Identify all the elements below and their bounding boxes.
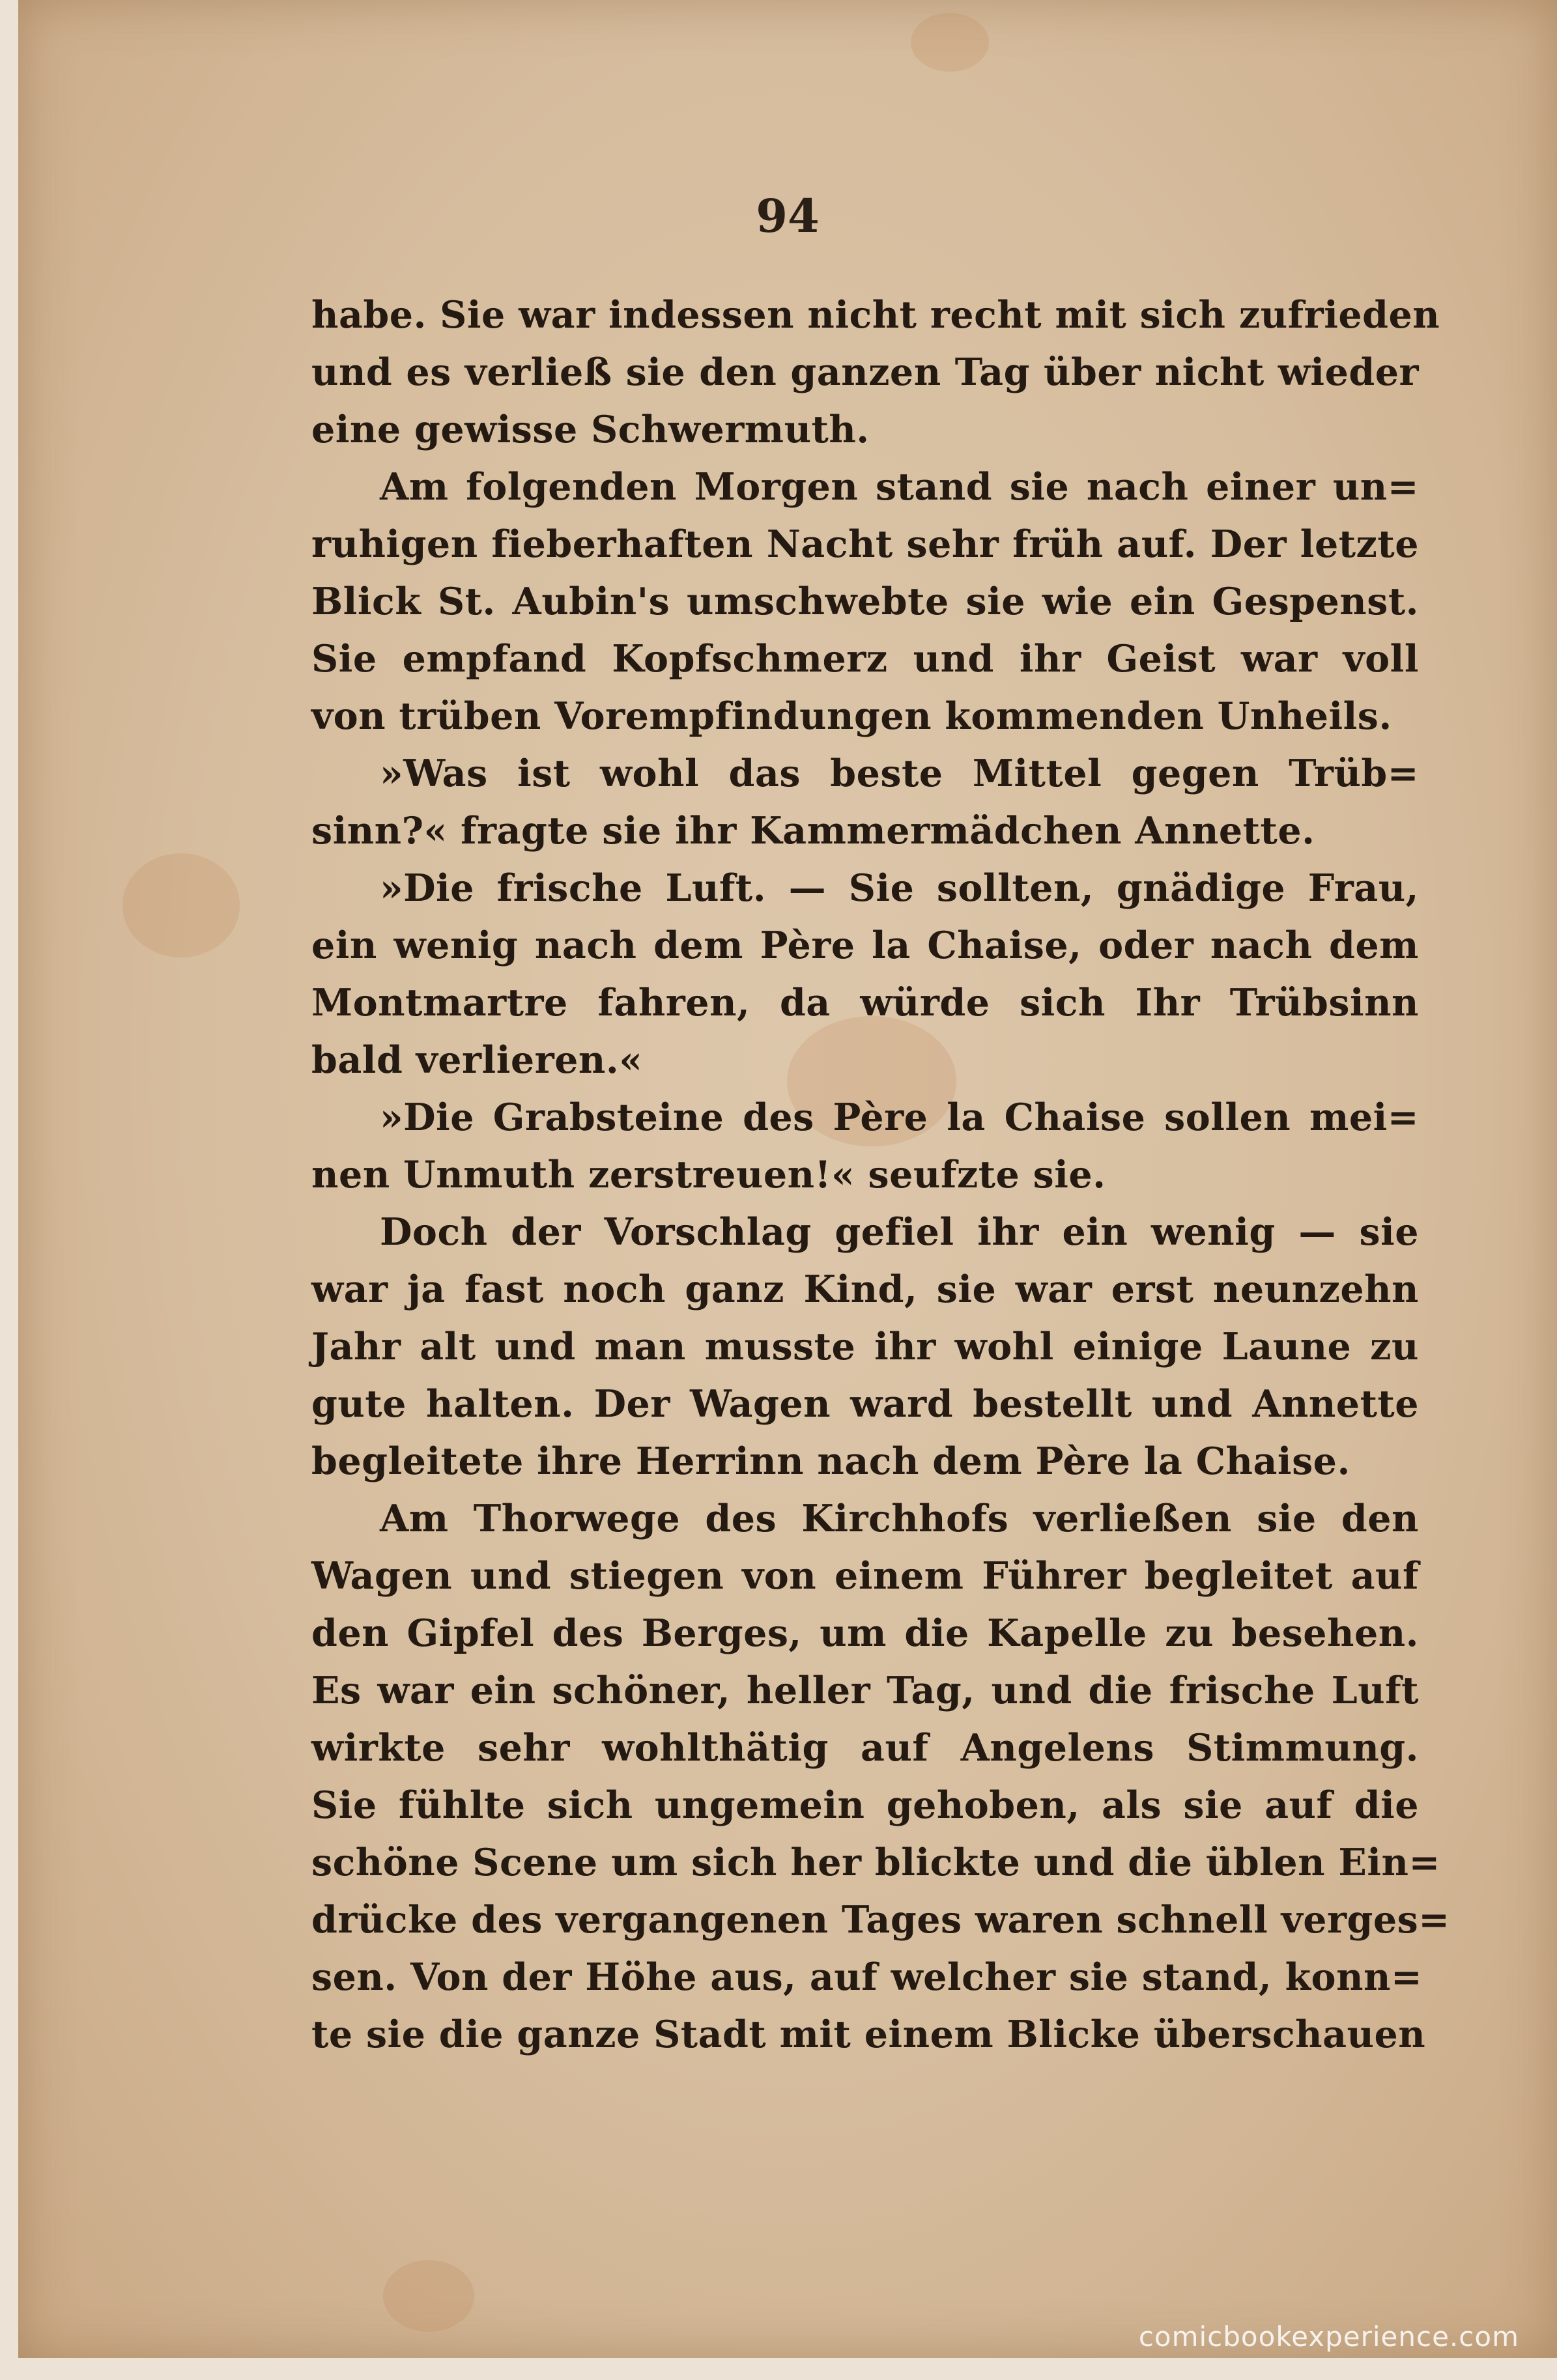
- text-line: von trüben Vorempfindungen kommenden Unheils.: [311, 694, 1392, 738]
- text-line: »Die Grabsteine des Père la Chaise sollen mei=: [380, 1096, 1419, 1139]
- text-line: habe. Sie war indessen nicht recht mit sich zufrieden: [311, 293, 1440, 337]
- text-line: ein wenig nach dem Père la Chaise, oder nach dem: [311, 924, 1419, 967]
- text-line: und es verließ sie den ganzen Tag über nicht wieder: [311, 350, 1419, 394]
- text-line: ruhigen fieberhaften Nacht sehr früh auf. Der letzte: [311, 522, 1419, 566]
- body-text: [311, 287, 1450, 2063]
- paper-stain: [383, 2260, 474, 2332]
- paper-stain: [122, 853, 240, 957]
- text-line: eine gewisse Schwermuth.: [311, 408, 870, 451]
- text-line: sen. Von der Höhe aus, auf welcher sie stand, konn=: [311, 1955, 1423, 1999]
- text-line: Sie fühlte sich ungemein gehoben, als sie auf die: [311, 1783, 1419, 1827]
- text-line: begleitete ihre Herrinn nach dem Père la Chaise.: [311, 1439, 1350, 1483]
- text-line: Sie empfand Kopfschmerz und ihr Geist war voll: [311, 637, 1419, 681]
- text-line: war ja fast noch ganz Kind, sie war erst neunzehn: [311, 1268, 1419, 1311]
- text-line: Doch der Vorschlag gefiel ihr ein wenig — sie: [380, 1210, 1419, 1254]
- book-page: [18, 0, 1557, 2358]
- watermark: comicbookexperience.com: [1138, 2321, 1519, 2353]
- paper-stain: [911, 13, 989, 72]
- text-line: Jahr alt und man musste ihr wohl einige Laune zu: [311, 1325, 1419, 1368]
- text-line: sinn?« fragte sie ihr Kammermädchen Annette.: [311, 809, 1315, 853]
- text-line: gute halten. Der Wagen ward bestellt und Annette: [311, 1382, 1419, 1426]
- text-line: Montmartre fahren, da würde sich Ihr Trübsinn: [311, 981, 1419, 1025]
- text-line: nen Unmuth zerstreuen!« seufzte sie.: [311, 1153, 1106, 1197]
- text-line: bald verlieren.«: [311, 1038, 643, 1082]
- text-line: »Die frische Luft. — Sie sollten, gnädige Frau,: [380, 866, 1419, 910]
- text-line: schöne Scene um sich her blickte und die üblen Ein=: [311, 1841, 1440, 1884]
- text-line: Es war ein schöner, heller Tag, und die frische Luft: [311, 1669, 1419, 1712]
- text-line: »Was ist wohl das beste Mittel gegen Trüb=: [380, 752, 1419, 795]
- text-line: Am folgenden Morgen stand sie nach einer un=: [380, 465, 1419, 509]
- text-line: Wagen und stiegen von einem Führer begleitet auf: [311, 1554, 1419, 1598]
- page-number: 94: [756, 189, 820, 243]
- text-line: te sie die ganze Stadt mit einem Blicke überschauen: [311, 2013, 1426, 2056]
- text-line: Blick St. Aubin's umschwebte sie wie ein Gespenst.: [311, 580, 1419, 623]
- text-line: Am Thorwege des Kirchhofs verließen sie den: [380, 1497, 1419, 1540]
- text-line: wirkte sehr wohlthätig auf Angelens Stimmung.: [311, 1726, 1419, 1770]
- text-line: drücke des vergangenen Tages waren schnell verges=: [311, 1898, 1450, 1942]
- text-line: den Gipfel des Berges, um die Kapelle zu besehen.: [311, 1611, 1419, 1655]
